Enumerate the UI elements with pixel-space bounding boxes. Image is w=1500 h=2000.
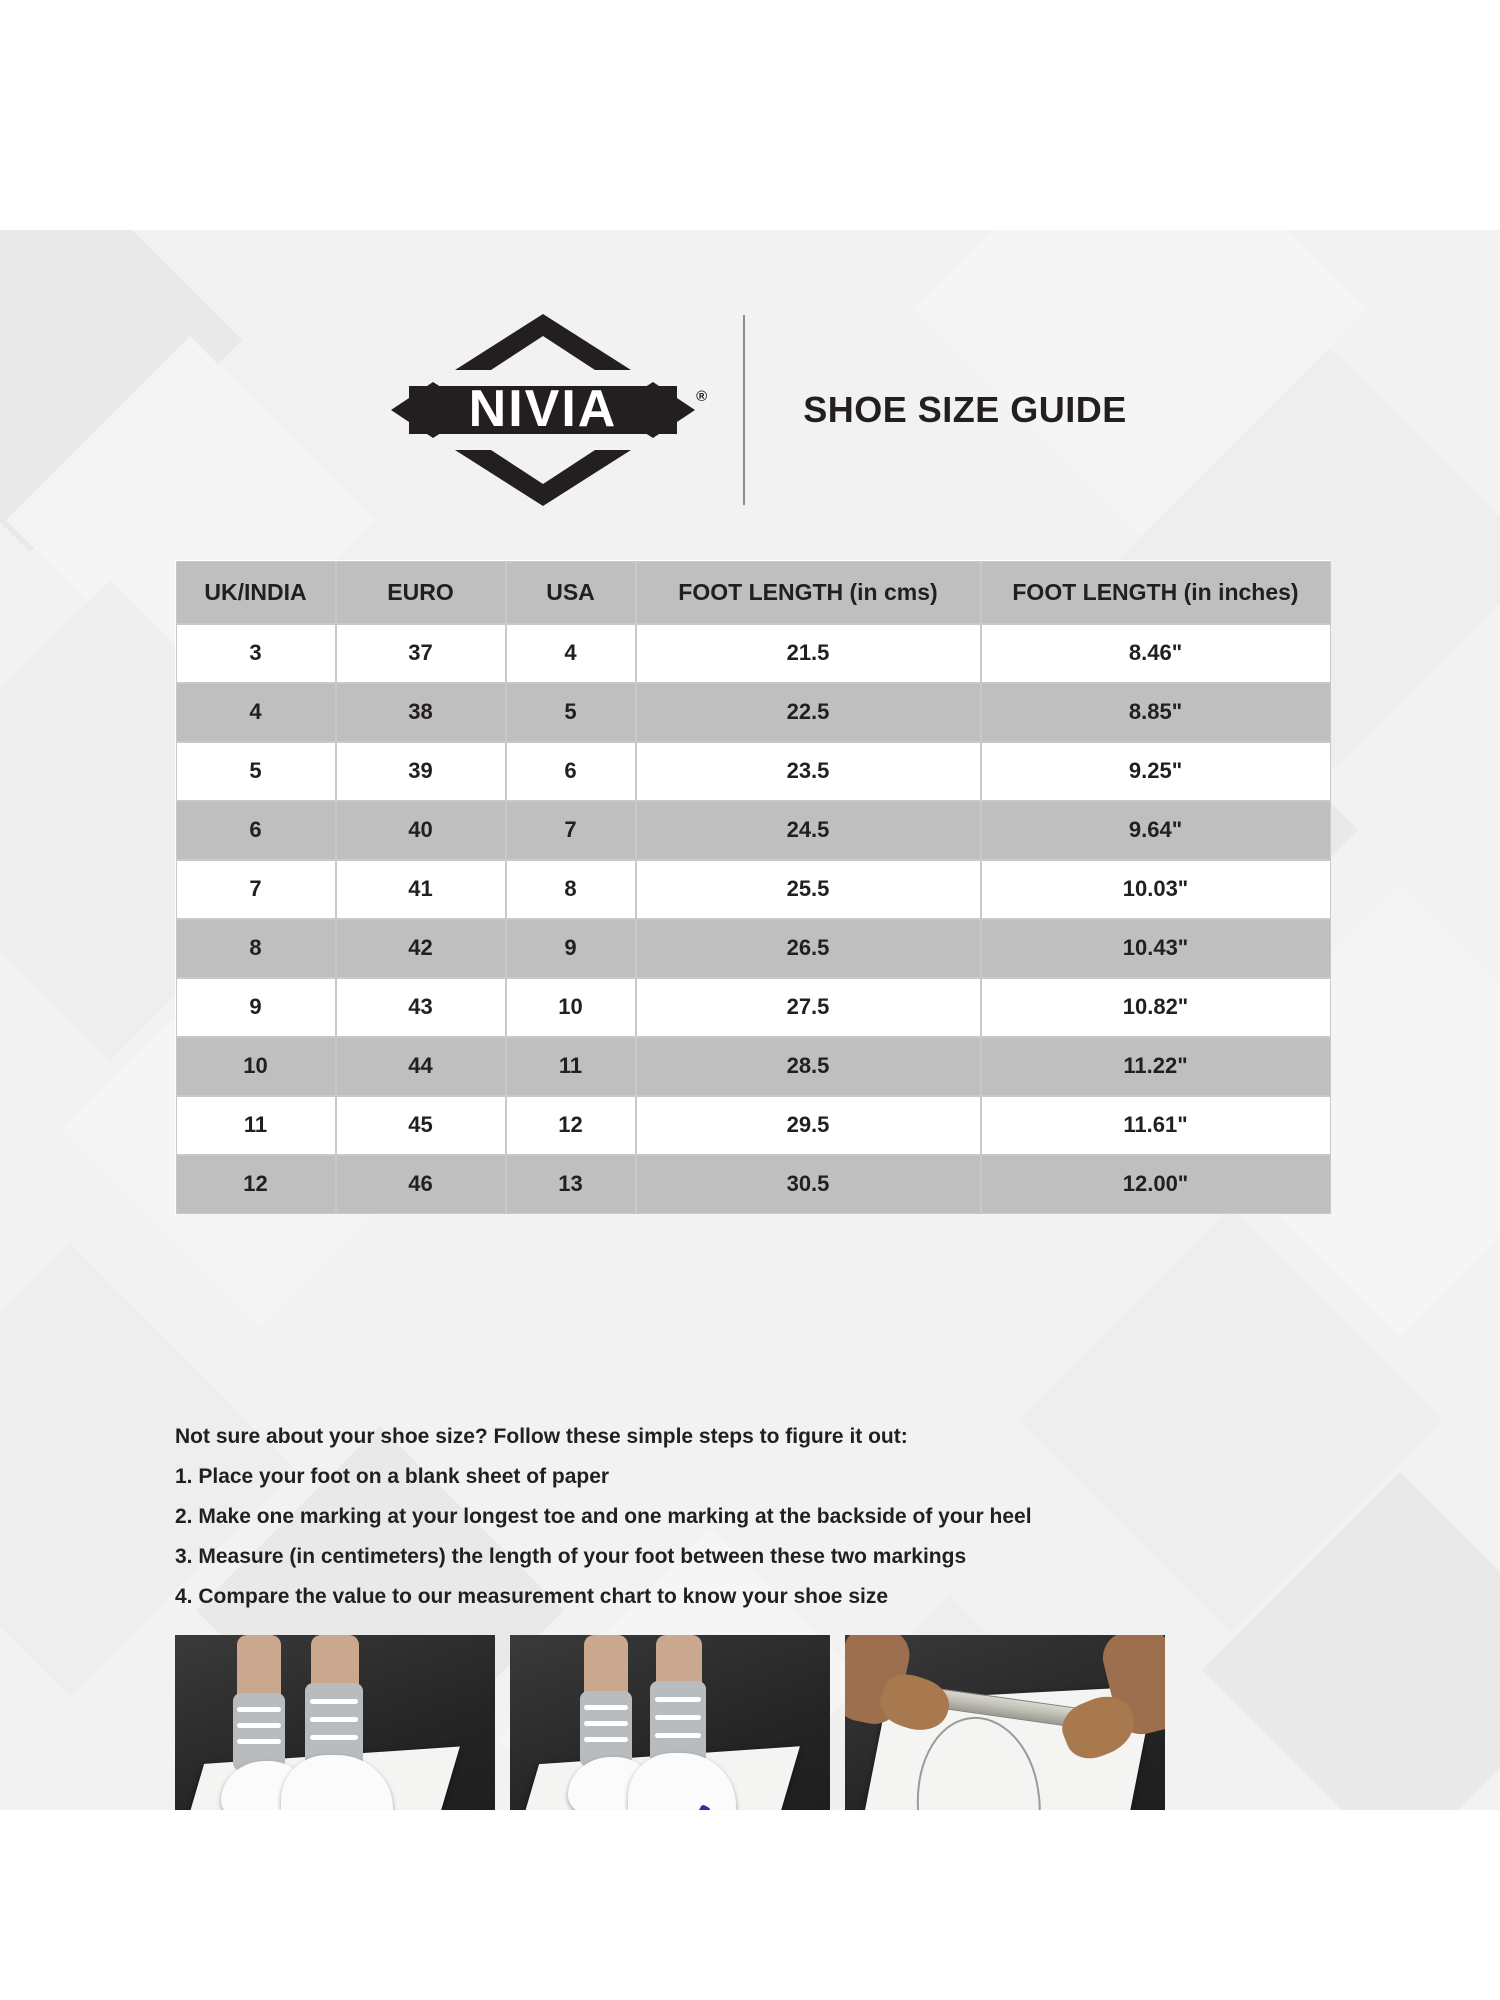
table-row	[176, 860, 1331, 919]
cell-foot-inches: 10.43"	[981, 919, 1331, 978]
cell-uk-india: 8	[176, 919, 336, 978]
cell-foot-cms: 26.5	[636, 919, 981, 978]
cell-uk-india: 11	[176, 1096, 336, 1155]
cell-foot-inches: 8.46"	[981, 624, 1331, 683]
cell-foot-cms: 29.5	[636, 1096, 981, 1155]
cell-usa: 4	[506, 624, 636, 683]
cell-euro: 45	[336, 1096, 506, 1155]
cell-foot-cms: 28.5	[636, 1037, 981, 1096]
cell-foot-inches: 11.61"	[981, 1096, 1331, 1155]
size-chart-table	[175, 560, 1330, 1214]
svg-text:NIVIA: NIVIA	[468, 380, 618, 438]
cell-uk-india: 12	[176, 1155, 336, 1214]
cell-euro: 44	[336, 1037, 506, 1096]
column-header-uk-india: UK/INDIA	[176, 561, 336, 624]
table-row	[176, 919, 1331, 978]
cell-uk-india: 5	[176, 742, 336, 801]
cell-euro: 42	[336, 919, 506, 978]
nivia-logo	[373, 310, 713, 510]
cell-euro: 37	[336, 624, 506, 683]
cell-euro: 43	[336, 978, 506, 1037]
cell-euro: 38	[336, 683, 506, 742]
cell-uk-india: 4	[176, 683, 336, 742]
cell-foot-inches: 9.25"	[981, 742, 1331, 801]
instruction-photos	[175, 1635, 1335, 1810]
column-header-foot-inch: FOOT LENGTH (in inches)	[981, 561, 1331, 624]
cell-uk-india: 3	[176, 624, 336, 683]
sock-cuff-back	[580, 1691, 632, 1767]
cell-usa: 7	[506, 801, 636, 860]
cell-euro: 41	[336, 860, 506, 919]
cell-uk-india: 9	[176, 978, 336, 1037]
cell-usa: 10	[506, 978, 636, 1037]
cell-usa: 12	[506, 1096, 636, 1155]
table-row	[176, 683, 1331, 742]
cell-usa: 11	[506, 1037, 636, 1096]
table-row	[176, 978, 1331, 1037]
cell-uk-india: 6	[176, 801, 336, 860]
instructions-block	[175, 1425, 1355, 1625]
sock-cuff-back	[233, 1693, 285, 1771]
table-row	[176, 742, 1331, 801]
instruction-step-1: 1. Place your foot on a blank sheet of paper	[175, 1465, 610, 1488]
column-header-usa: USA	[506, 561, 636, 624]
cell-usa: 9	[506, 919, 636, 978]
column-header-euro: EURO	[336, 561, 506, 624]
registered-mark-icon: ®	[696, 388, 708, 405]
cell-foot-inches: 11.22"	[981, 1037, 1331, 1096]
cell-usa: 8	[506, 860, 636, 919]
cell-euro: 46	[336, 1155, 506, 1214]
table-row	[176, 801, 1331, 860]
cell-foot-inches: 8.85"	[981, 683, 1331, 742]
cell-foot-cms: 22.5	[636, 683, 981, 742]
foot-on-paper-photo	[175, 1635, 495, 1810]
cell-foot-inches: 12.00"	[981, 1155, 1331, 1214]
table-row	[176, 1155, 1331, 1214]
cell-foot-cms: 25.5	[636, 860, 981, 919]
page-title: SHOE SIZE GUIDE	[803, 389, 1127, 430]
cell-foot-inches: 9.64"	[981, 801, 1331, 860]
instruction-step-2: 2. Make one marking at your longest toe and one marking at the backside of your heel	[175, 1505, 1032, 1528]
table-row	[176, 1037, 1331, 1096]
table-row	[176, 624, 1331, 683]
cell-usa: 13	[506, 1155, 636, 1214]
table-header-row	[176, 561, 1331, 624]
measuring-outline-photo	[845, 1635, 1165, 1810]
cell-foot-cms: 23.5	[636, 742, 981, 801]
cell-foot-cms: 27.5	[636, 978, 981, 1037]
cell-usa: 5	[506, 683, 636, 742]
cell-euro: 39	[336, 742, 506, 801]
cell-uk-india: 10	[176, 1037, 336, 1096]
table-row	[176, 1096, 1331, 1155]
cell-euro: 40	[336, 801, 506, 860]
cell-foot-cms: 30.5	[636, 1155, 981, 1214]
document-header	[0, 290, 1500, 530]
instruction-step-3: 3. Measure (in centimeters) the length of your foot between these two markings	[175, 1545, 967, 1568]
instruction-step-4: 4. Compare the value to our measurement chart to know your shoe size	[175, 1585, 889, 1608]
cell-usa: 6	[506, 742, 636, 801]
cell-foot-cms: 24.5	[636, 801, 981, 860]
marking-foot-photo	[510, 1635, 830, 1810]
cell-uk-india: 7	[176, 860, 336, 919]
cell-foot-inches: 10.82"	[981, 978, 1331, 1037]
cell-foot-inches: 10.03"	[981, 860, 1331, 919]
header-divider	[743, 315, 745, 505]
instructions-lead: Not sure about your shoe size? Follow these simple steps to figure it out:	[175, 1425, 908, 1448]
background-sheet	[0, 230, 1500, 1810]
column-header-foot-cms: FOOT LENGTH (in cms)	[636, 561, 981, 624]
cell-foot-cms: 21.5	[636, 624, 981, 683]
